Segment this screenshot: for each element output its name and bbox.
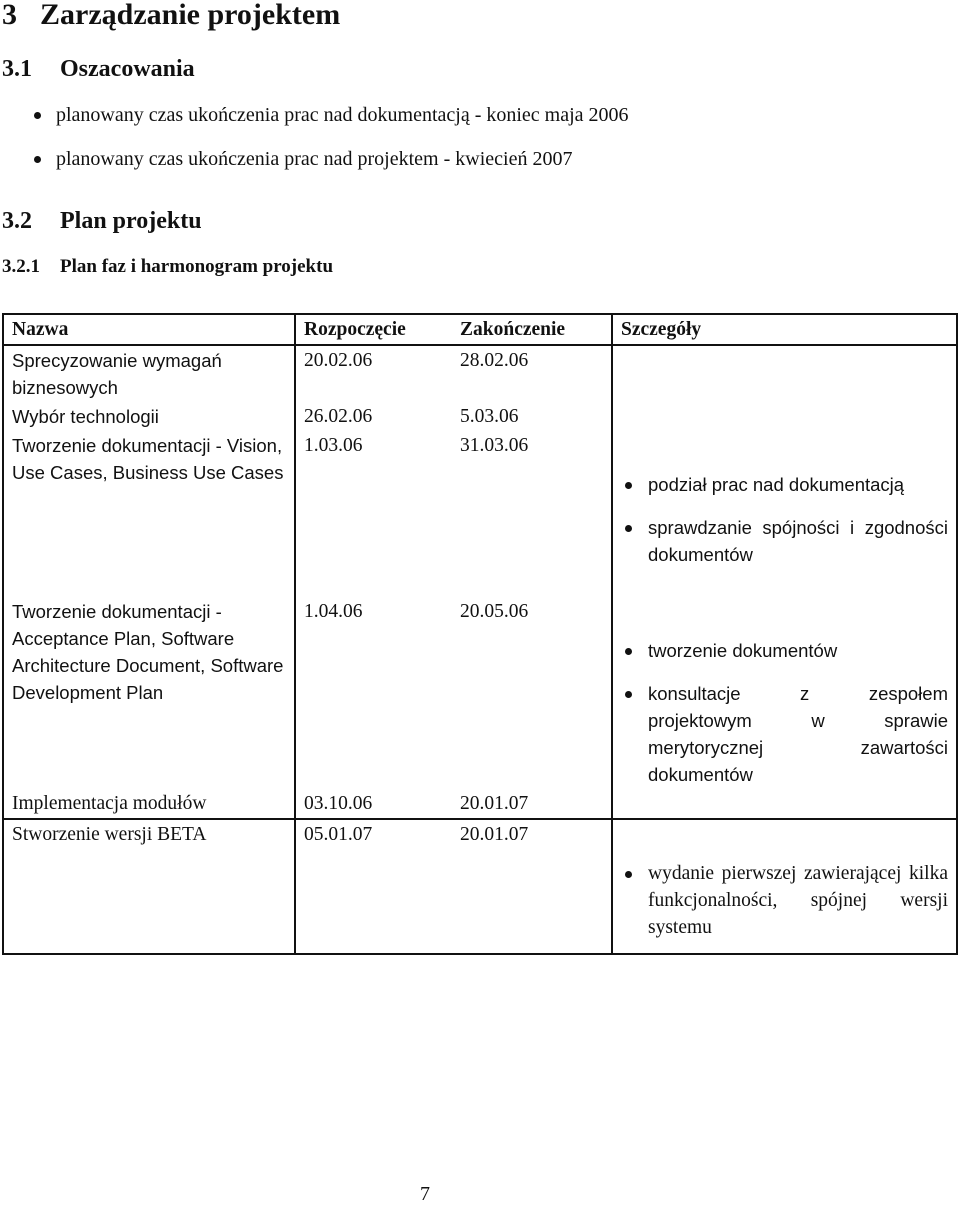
detail-item: tworzenie dokumentów [621,637,948,664]
chapter-number: 3 [2,0,17,31]
row-start: 1.04.06 [304,601,363,622]
table-row [3,819,957,954]
section-number: 3.1 [2,56,32,82]
bullet-text: planowany czas ukończenia prac nad projektem - kwiecień 2007 [56,148,573,170]
row-start: 1.03.06 [304,435,363,456]
row-start: 05.01.07 [295,819,452,954]
row-end: 31.03.06 [460,435,529,456]
subsection-number: 3.2.1 [2,256,40,277]
subsection-title: Plan faz i harmonogram projektu [60,256,334,277]
row-end: 5.03.06 [460,406,519,427]
row-end: 20.01.07 [452,819,612,954]
table-row [3,345,957,402]
row-details [612,431,957,597]
header-start: Rozpoczęcie [295,314,452,345]
row-details [612,597,957,789]
page-number: 7 [420,1183,430,1205]
row-details [612,402,957,431]
section-title: Oszacowania [60,56,195,82]
row-start: 03.10.06 [295,789,452,819]
row-name: Wybór technologii [3,402,295,431]
bullet-text: planowany czas ukończenia prac nad dokumentacją - koniec maja 2006 [56,104,629,126]
estimate-bullet-documentation [36,104,629,127]
subsection-heading [2,256,333,278]
detail-item: wydanie pierwszej zawierającej kilka funkcjonalności, spójnej wersji systemu [621,860,948,941]
table-row [3,402,957,431]
row-end: 20.01.07 [452,789,612,819]
row-details [612,345,957,402]
row-name: Tworzenie dokumentacji - Acceptance Plan, Software Architecture Document, Software Development Plan [3,597,295,789]
table-row [3,789,957,819]
row-details [612,819,957,954]
row-name: Tworzenie dokumentacji - Vision, Use Cases, Business Use Cases [3,431,295,597]
detail-item: sprawdzanie spójności i zgodności dokumentów [621,514,948,568]
row-name: Sprecyzowanie wymagań biznesowych [3,345,295,402]
row-end: 28.02.06 [460,350,529,371]
row-start: 20.02.06 [304,350,373,371]
row-details [612,789,957,819]
schedule-table [2,313,958,955]
header-details: Szczegóły [612,314,957,345]
row-name: Stworzenie wersji BETA [3,819,295,954]
section-title: Plan projektu [60,208,202,234]
header-name: Nazwa [3,314,295,345]
section-number: 3.2 [2,208,32,234]
section-heading-plan [2,208,202,235]
row-start: 26.02.06 [304,406,373,427]
estimate-bullet-project [36,148,572,171]
table-header-row [3,314,957,345]
row-name: Implementacja modułów [3,789,295,819]
row-end: 20.05.06 [460,601,529,622]
detail-item: podział prac nad dokumentacją [621,471,948,498]
table-row [3,431,957,597]
header-end: Zakończenie [452,314,612,345]
table-row [3,597,957,789]
chapter-title: Zarządzanie projektem [40,0,341,31]
detail-item: konsultacje z zespołem projektowym w sprawie merytorycznej zawartości dokumentów [621,680,948,788]
section-heading-estimates [2,56,195,83]
chapter-heading [2,0,340,32]
